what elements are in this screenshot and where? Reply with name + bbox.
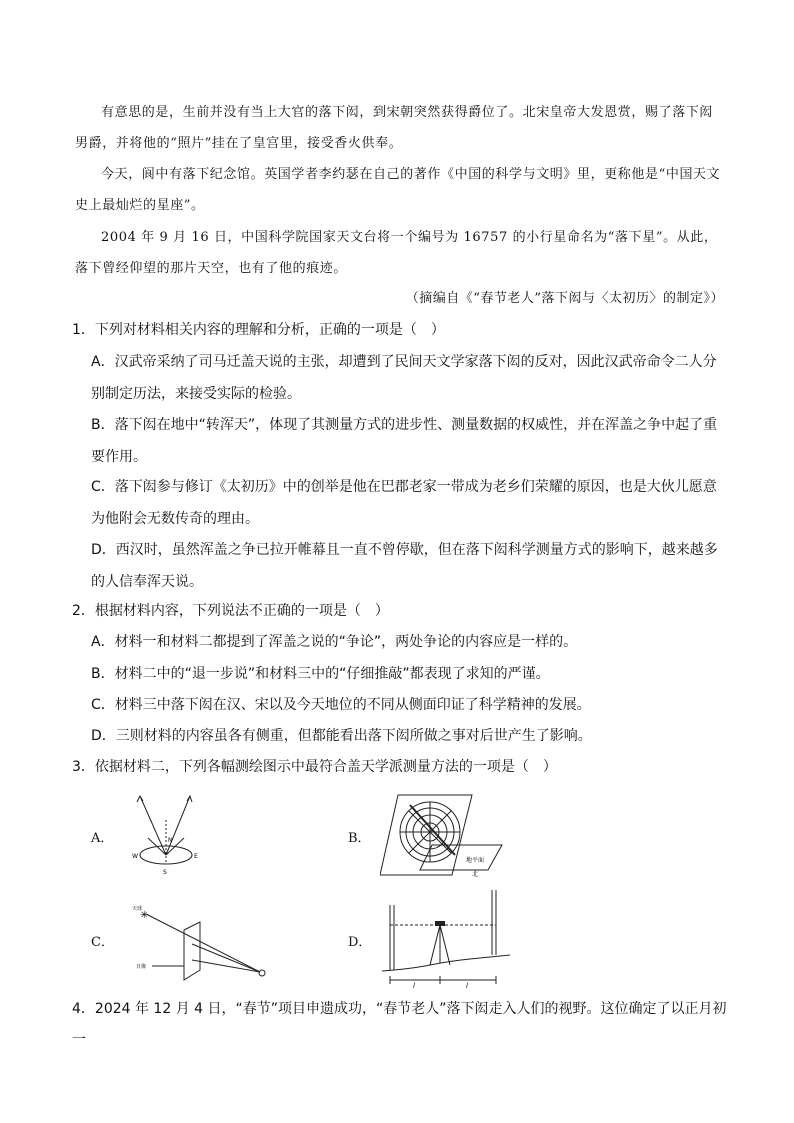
question-2-stem: 2．根据材料内容，下列说法不正确的一项是（ ） (72, 603, 389, 619)
figure-d-diagram (380, 885, 520, 990)
figure-a-e: E (194, 853, 198, 860)
question-1-option-b: B．落下闳在地中“转浑天”，体现了其测量方式的进步性、测量数据的权威性，并在浑盖之争中起了重要作用。 (91, 417, 718, 465)
figure-a-label: A． (91, 831, 114, 846)
question-1-option-c: C．落下闳参与修订《太初历》中的创举是他在巴郡老家一带成为老乡们荣耀的原因，也是大伙儿愿意为他附会无数传奇的理由。 (91, 479, 717, 527)
figure-d-label: D． (348, 935, 372, 950)
figure-b-diagram (380, 790, 510, 880)
figure-b-ground-label: 地平面 (466, 857, 485, 864)
question-1-option-a: A．汉武帝采纳了司马迁盖天说的主张，却遭到了民间天文学家落下闳的反对，因此汉武帝命令二人分别制定历法，来接受实际的检验。 (91, 354, 717, 402)
figure-a-n: N (168, 837, 173, 844)
figure-a-s: S (163, 869, 167, 876)
question-2-option-c: C．材料三中落下闳在汉、宋以及今天地位的不同从侧面印证了科学精神的发展。 (91, 697, 591, 713)
question-1-stem: 1．下列对材料相关内容的理解和分析，正确的一项是（ ） (72, 322, 445, 338)
figure-b-north-label: 北 (472, 871, 479, 878)
figure-a-w: W (132, 853, 138, 860)
figure-c-label-1: 天球 (132, 906, 143, 912)
question-3-stem: 3．依据材料二，下列各幅测绘图示中最符合盖天学派测量方法的一项是（ ） (72, 759, 557, 775)
figure-c-diagram (132, 900, 282, 990)
question-1-option-d: D．西汉时，虽然浑盖之争已拉开帷幕且一直不曾停歇，但在落下闳科学测量方式的影响下，越来越多的人信奉浑天说。 (91, 542, 718, 590)
passage-paragraph-1: 有意思的是，生前并没有当上大官的落下闳，到宋朝突然获得爵位了。北宋皇帝大发恩赏，赐了落下闳男爵，并将他的“照片”挂在了皇宫里，接受香火供奉。 (75, 105, 714, 151)
passage-paragraph-2: 今天，阆中有落下纪念馆。英国学者李约瑟在自己的著作《中国的科学与文明》里，更称他是“中国天文史上最灿烂的星座”。 (75, 167, 721, 213)
passage-paragraph-3: 2004 年 9 月 16 日，中国科学院国家天文台将一个编号为 16757 的小行星命名为“落下星”。从此，落下曾经仰望的那片天空，也有了他的痕迹。 (75, 230, 718, 276)
question-2-option-d: D．三则材料的内容虽各有侧重，但都能看出落下闳所做之事对后世产生了影响。 (91, 728, 592, 744)
figure-c-label-2: 日像 (136, 964, 147, 970)
question-2-option-b: B．材料二中的“退一步说”和材料三中的“仔细推敲”都表现了求知的严谨。 (91, 666, 550, 682)
question-4-stem: 4．2024 年 12 月 4 日，“春节”项目申遗成功，“春节老人”落下闳走入人们的视野。这位确定了以正月初一 (72, 1001, 727, 1048)
figure-a-diagram (128, 790, 218, 880)
figure-d-label-1: l (413, 982, 415, 990)
figure-b-label: B． (348, 831, 371, 846)
figure-d-level-instrument (435, 921, 445, 926)
question-2-option-a: A．材料一和材料二都提到了浑盖之说的“争论”，两处争论的内容应是一样的。 (91, 634, 578, 650)
figure-c-star-icon: ✳ (140, 910, 149, 921)
passage-source: （摘编自《“春节老人”落下闳与〈太初历〉的制定》） (405, 291, 724, 306)
figure-c-label: C． (91, 935, 114, 950)
figure-d-label-2: l (466, 982, 468, 990)
